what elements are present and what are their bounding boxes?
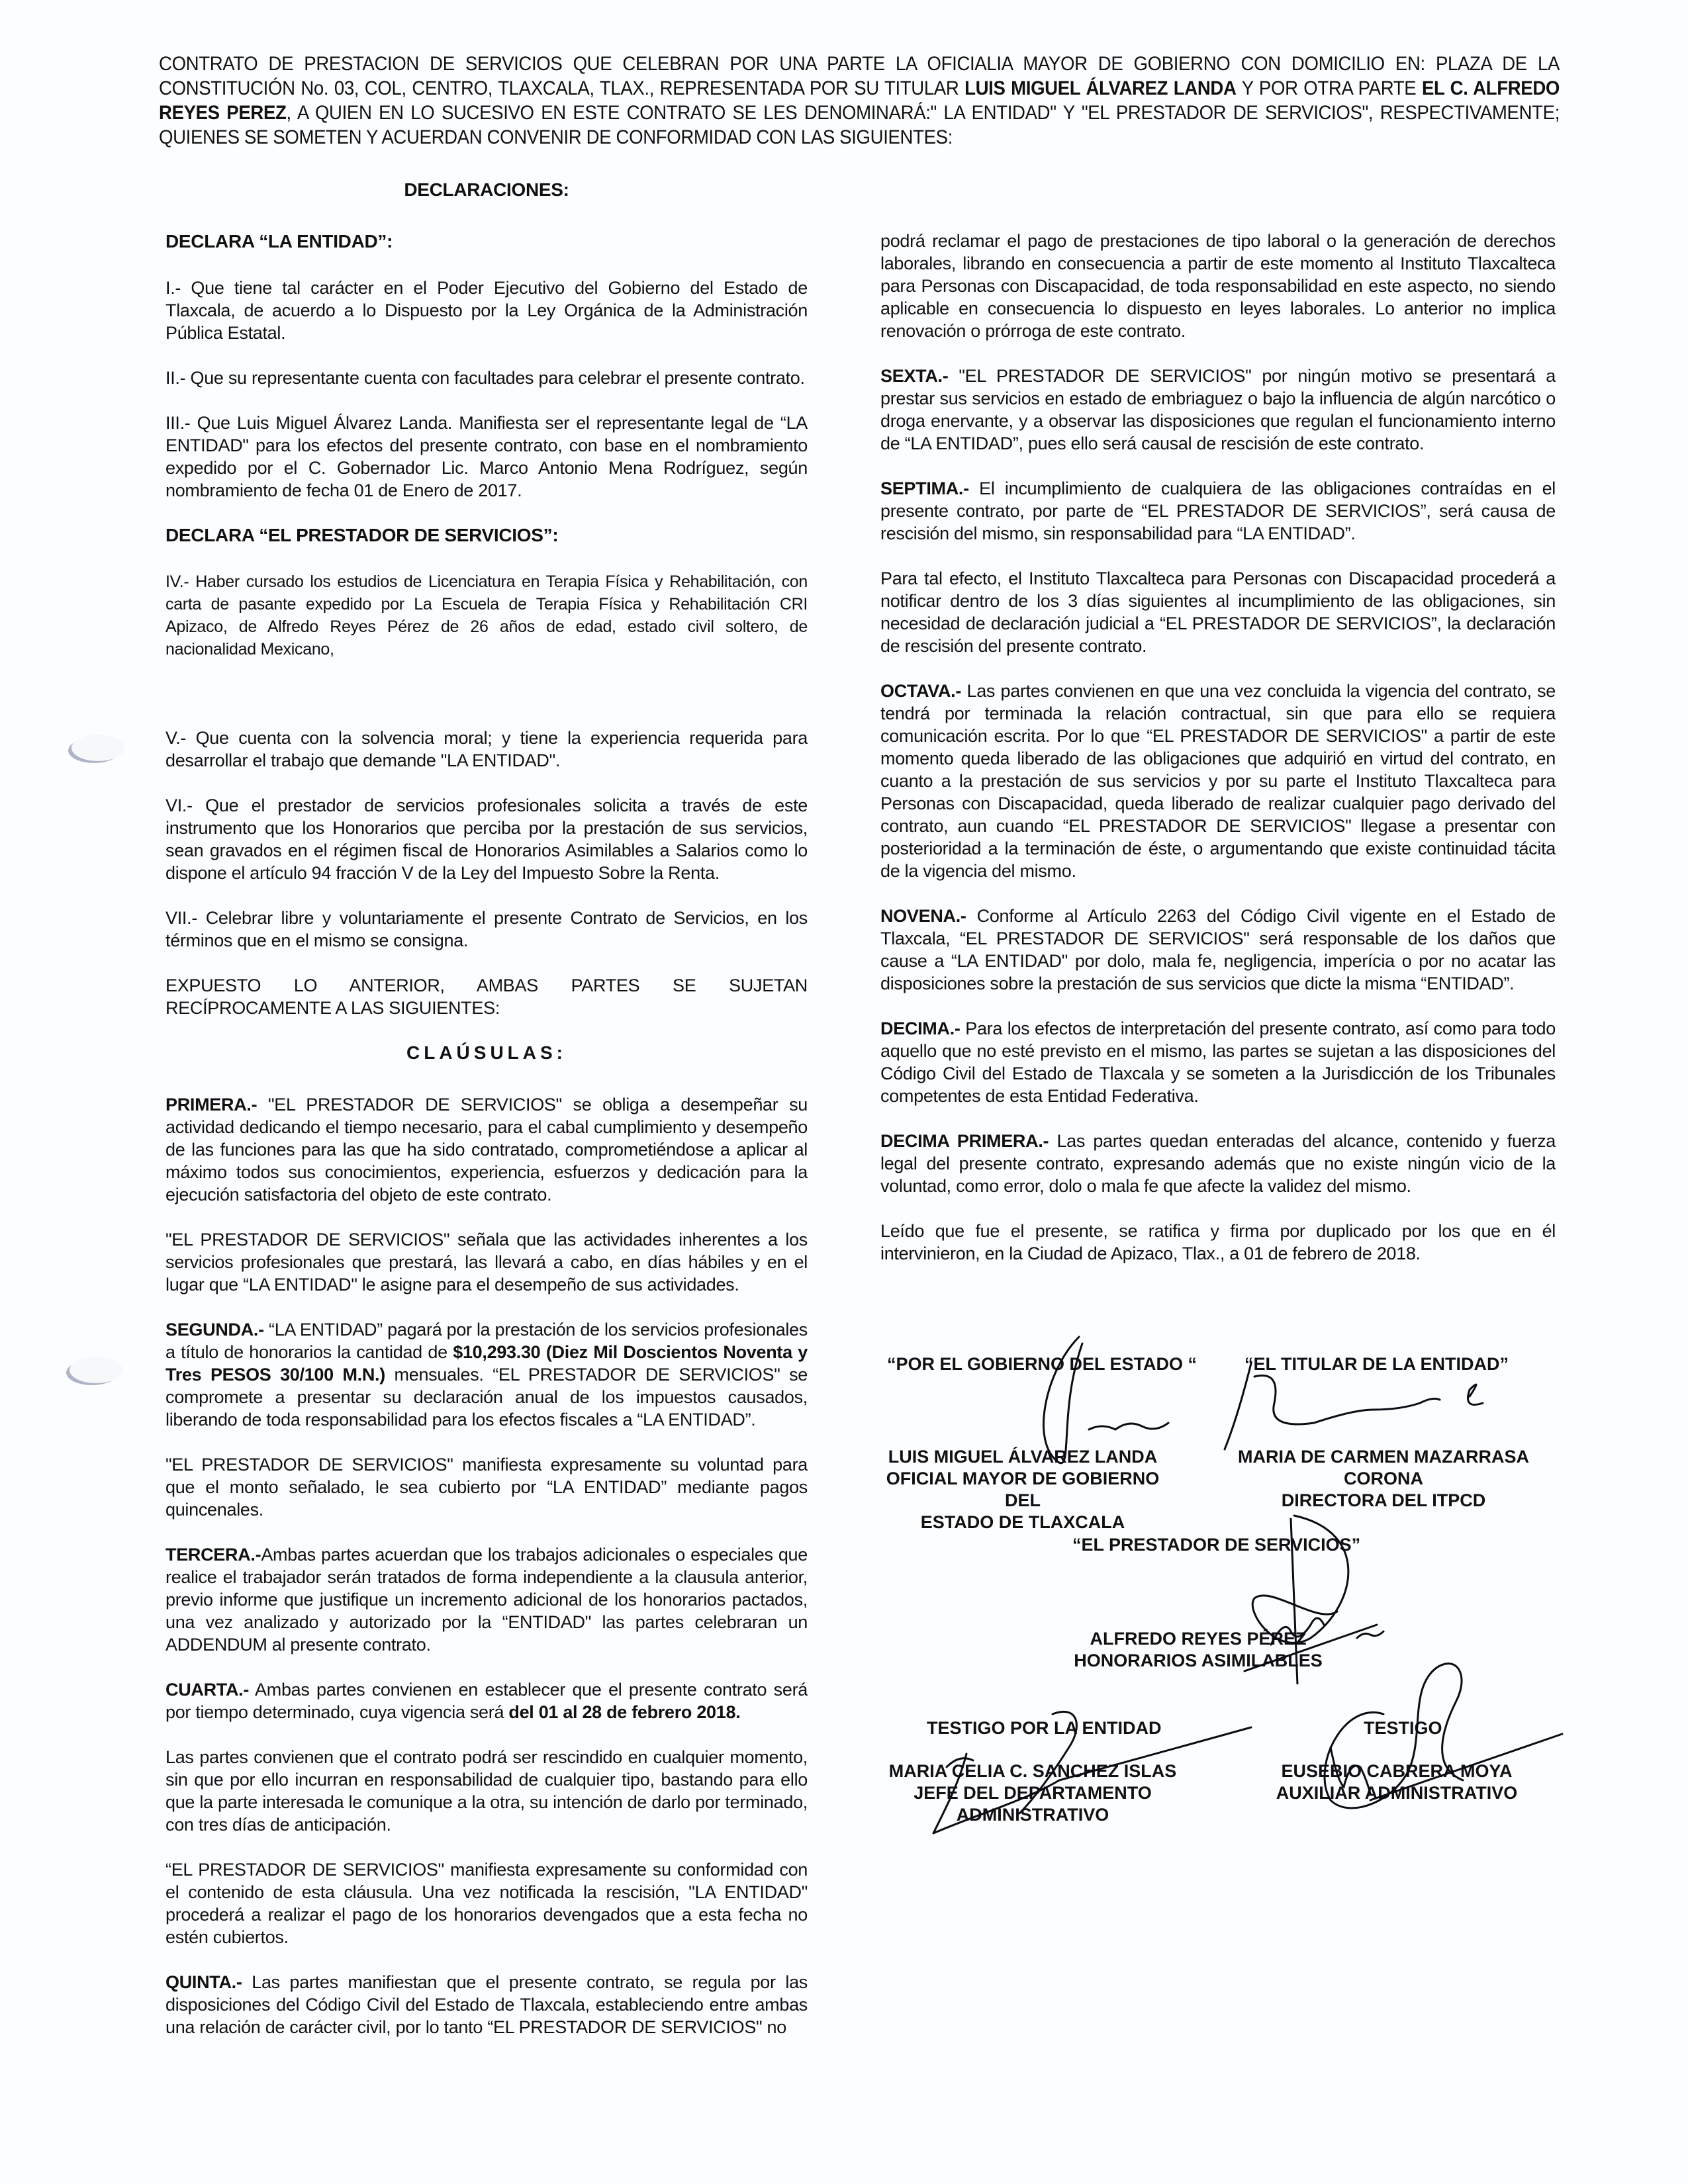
provider-name: EL C. ALFREDO REYES PEREZ xyxy=(159,77,1560,124)
left-column xyxy=(165,179,808,2061)
titular-signatory: MARIA DE CARMEN MAZARRASA CORONA DIRECTORA DEL ITPCD xyxy=(1238,1447,1529,1510)
fee-amount: $10,293.30 (Diez Mil Doscientos Noventa y Tres PESOS 30/100 M.N.) xyxy=(165,1342,808,1385)
testigo-label: TESTIGO xyxy=(1364,1718,1442,1738)
clause-segunda: SEGUNDA.- “LA ENTIDAD” pagará por la prestación de los servicios profesionales a título de honorarios la cantidad de $10,293.30 (Diez Mil Doscientos Noventa y Tres PESOS 30/100 M.N.) mensuales. “EL PRESTADOR DE SERVICIOS" se compromete a presentar su declaración anual de los impuestos causados, liberando de toda responsabilidad para los efectos fiscales a “LA ENTIDAD”. xyxy=(165,1320,808,1430)
clause-cuarta-c: “EL PRESTADOR DE SERVICIOS" manifiesta expresamente su conformidad con el contenido de esta cláusula. Una vez notificada la rescisión, "LA ENTIDAD" procederá a realizar el pago de los honorarios devengados que a esta fecha no estén cubiertos. xyxy=(165,1860,808,1947)
clause-segunda-b: "EL PRESTADOR DE SERVICIOS" manifiesta expresamente su voluntad para que el monto señalado, le sea cubierto por “LA ENTIDAD” mediante pagos quincenales. xyxy=(165,1455,808,1520)
clause-cuarta-b: Las partes convienen que el contrato podrá ser rescindido en cualquier momento, sin que por ello incurran en responsabilidad de cualquier tipo, bastando para ello que la parte interesada le comunique a la otra, su intención de darlo por terminado, con tres días de anticipación. xyxy=(165,1747,808,1835)
clausulas-title: CLAÚSULAS: xyxy=(406,1042,567,1063)
clause-septima-b: Para tal efecto, el Instituto Tlaxcalteca para Personas con Discapacidad procederá a notificar dentro de los 3 días siguientes al incumplimiento de las obligaciones, sin necesidad de declaración judicial a “EL PRESTADOR DE SERVICIOS”, la declaración de rescisión del presente contrato. xyxy=(880,569,1556,656)
punch-hole-icon xyxy=(70,1357,122,1383)
closing-paragraph: Leído que fue el presente, se ratifica y firma por duplicado por los que en él intervinieron, en la Ciudad de Apizaco, Tlax., a 01 de febrero de 2018. xyxy=(880,1221,1556,1263)
clause-primera: PRIMERA.- "EL PRESTADOR DE SERVICIOS" se obliga a desempeñar su actividad dedicando el tiempo necesario, para el cabal cumplimiento y desempeño de las funciones para las que ha sido contratado, comprometiéndose a aplicar al máximo todos sus conocimientos, experiencia, esfuerzos y dedicación para la ejecución satisfactoria del objeto de este contrato. xyxy=(165,1095,808,1205)
clause-decima: DECIMA.- Para los efectos de interpretación del presente contrato, así como para todo aquello que no esté previsto en el mismo, las partes se sujetan a las disposiciones del Código Civil del Estado de Tlaxcala y se someten a la Jurisdicción de los Tribunales competentes de esta Entidad Federativa. xyxy=(880,1019,1556,1106)
declaration-item: IV.- Haber cursado los estudios de Licenciatura en Terapia Física y Rehabilitación, con carta de pasante expedido por La Escuela de Terapia Física y Rehabilitación CRI Apizaco, de Alfredo Reyes Pérez de 26 años de edad, estado civil soltero, de nacionalidad Mexicano, xyxy=(165,572,808,659)
clause-tercera: TERCERA.-Ambas partes acuerdan que los trabajos adicionales o especiales que realice el trabajador serán tratados de forma independiente a la clausula anterior, previo informe que justifique un incremento adicional de los honorarios pactados, una vez analizado y autorizado por la “ENTIDAD" las partes celebraran un ADDENDUM al presente contrato. xyxy=(165,1545,808,1655)
declaration-item: I.- Que tiene tal carácter en el Poder Ejecutivo del Gobierno del Estado de Tlaxcala, de acuerdo a lo Dispuesto por la Ley Orgánica de la Administración Pública Estatal. xyxy=(165,278,808,343)
clause-decima-primera: DECIMA PRIMERA.- Las partes quedan enteradas del alcance, contenido y fuerza legal del presente contrato, expresando además que no existe ningún vicio de la voluntad, como error, dolo o mala fe que afecte la validez del mismo. xyxy=(880,1131,1556,1196)
clause-quinta-cont: podrá reclamar el pago de prestaciones de tipo laboral o la generación de derechos laborales, librando en consecuencia a partir de este momento al Instituto Tlaxcalteca para Personas con Discapacidad, de toda responsabilidad en este aspecto, no siendo aplicable en consecuencia lo dispuesto en leyes laborales. Lo anterior no implica renovación o prórroga de este contrato. xyxy=(880,231,1556,341)
contract-intro: CONTRATO DE PRESTACION DE SERVICIOS QUE CELEBRAN POR UNA PARTE LA OFICIALIA MAYOR DE GOBIERNO CON DOMICILIO EN: PLAZA DE LA CONSTITUCIÓN No. 03, COL, CENTRO, TLAXCALA, TLAX., REPRESENTADA POR SU TITULAR LUIS MIGUEL ÁLVAREZ LANDA Y POR OTRA PARTE EL C. ALFREDO REYES PEREZ, A QUIEN EN LO SUCESIVO EN ESTE CONTRATO SE LES DENOMINARÁ:" LA ENTIDAD" Y "EL PRESTADOR DE SERVICIOS", RESPECTIVAMENTE; QUIENES SE SOMETEN Y ACUERDAN CONVENIR DE CONFORMIDAD CON LAS SIGUIENTES: xyxy=(159,53,1560,148)
testigo-entidad-signatory: MARIA CELIA C. SANCHEZ ISLAS JEFE DEL DEPARTAMENTO ADMINISTRATIVO xyxy=(888,1761,1177,1825)
declaration-item: V.- Que cuenta con la solvencia moral; y tiene la experiencia requerida para desarrollar el trabajo que demande "LA ENTIDAD". xyxy=(165,728,808,770)
declaration-item: II.- Que su representante cuenta con facultades para celebrar el presente contrato. xyxy=(165,368,805,388)
gobierno-label: “POR EL GOBIERNO DEL ESTADO “ xyxy=(887,1354,1197,1374)
contract-term: del 01 al 28 de febrero 2018. xyxy=(508,1702,741,1722)
right-column xyxy=(880,230,1556,1287)
prestador-signatory: ALFREDO REYES PÉREZ HONORARIOS ASIMILABLES xyxy=(1074,1629,1323,1670)
clause-primera-b: "EL PRESTADOR DE SERVICIOS" señala que las actividades inherentes a los servicios profesionales que prestará, las llevará a cabo, en días hábiles y en el lugar que “LA ENTIDAD" le asigne para el desempeño de sus actividades. xyxy=(165,1230,808,1295)
declaration-item: III.- Que Luis Miguel Álvarez Landa. Manifiesta ser el representante legal de “LA ENTIDAD" para los efectos del presente contrato, con base en el nombramiento expedido por el C. Gobernador Lic. Marco Antonio Mena Rodríguez, según nombramiento de fecha 01 de Enero de 2017. xyxy=(165,413,808,500)
titular-label: “EL TITULAR DE LA ENTIDAD” xyxy=(1244,1354,1509,1374)
declaration-item: VI.- Que el prestador de servicios profesionales solicita a través de este instrumento que los Honorarios que perciba por la prestación de sus servicios, sean gravados en el régimen fiscal de Honorarios Asimilables a Salarios como lo dispone el artículo 94 fracción V de la Ley del Impuesto Sobre la Renta. xyxy=(165,796,808,883)
representative-name: LUIS MIGUEL ÁLVAREZ LANDA xyxy=(964,77,1237,99)
declaraciones-title: DECLARACIONES: xyxy=(404,179,569,200)
testigo-signatory: EUSEBIO CABRERA MOYA AUXILIAR ADMINISTRATIVO xyxy=(1276,1761,1518,1803)
expuesto-paragraph: EXPUESTO LO ANTERIOR, AMBAS PARTES SE SUJETAN RECÍPROCAMENTE A LAS SIGUIENTES: xyxy=(165,976,808,1018)
clause-sexta: SEXTA.- "EL PRESTADOR DE SERVICIOS" por ningún motivo se presentará a prestar sus servicios en estado de embriaguez o bajo la influencia de algún narcótico o droga enervante, y a observar las disposiciones que regulan el funcionamiento interno de “LA ENTIDAD”, pues ello será causal de rescisión de este contrato. xyxy=(880,366,1556,453)
gobierno-signatory: LUIS MIGUEL ÁLVAREZ LANDA OFICIAL MAYOR DE GOBIERNO DEL ESTADO DE TLAXCALA xyxy=(886,1447,1160,1532)
declara-prestador-heading: DECLARA “EL PRESTADOR DE SERVICIOS”: xyxy=(165,525,559,545)
clause-novena: NOVENA.- Conforme al Artículo 2263 del Código Civil vigente en el Estado de Tlaxcala, “EL PRESTADOR DE SERVICIOS" será responsable de los daños que cause a “LA ENTIDAD" por dolo, mala fe, negligencia, imperícia o por no acatar las disposiciones sobre la prestación de sus servicios que dicte la misma “ENTIDAD”. xyxy=(880,906,1556,993)
punch-hole-icon xyxy=(71,735,124,761)
declaration-item: VII.- Celebrar libre y voluntariamente el presente Contrato de Servicios, en los términos que en el mismo se consigna. xyxy=(165,908,808,950)
declara-entidad-heading: DECLARA “LA ENTIDAD”: xyxy=(165,231,393,251)
clause-octava: OCTAVA.- Las partes convienen en que una vez concluida la vigencia del contrato, se tendrá por terminada la relación contractual, sin que para ello se requiera comunicación escrita. Por lo que “EL PRESTADOR DE SERVICIOS" a partir de este momento queda liberado de las obligaciones que adquirió en virtud del contrato, en cuanto a la prestación de sus servicios y por su parte el Instituto Tlaxcalteca para Personas con Discapacidad, queda liberado de realizar cualquier pago derivado del contrato, aun cuando “EL PRESTADOR DE SERVICIOS" llegase a presentar con posterioridad a la terminación de éste, o argumentando que existe continuidad tácita de la vigencia del mismo. xyxy=(880,681,1556,881)
prestador-label: “EL PRESTADOR DE SERVICIOS” xyxy=(1072,1535,1361,1555)
clause-quinta: QUINTA.- Las partes manifiestan que el presente contrato, se regula por las disposiciones del Código Civil del Estado de Tlaxcala, estableciendo entre ambas una relación de carácter civil, por lo tanto “EL PRESTADOR DE SERVICIOS" no xyxy=(165,1972,808,2037)
testigo-entidad-label: TESTIGO POR LA ENTIDAD xyxy=(927,1718,1162,1738)
clause-cuarta: CUARTA.- Ambas partes convienen en establecer que el presente contrato será por tiempo determinado, cuya vigencia será del 01 al 28 de febrero 2018. xyxy=(165,1680,808,1722)
clause-septima: SEPTIMA.- El incumplimiento de cualquiera de las obligaciones contraídas en el presente contrato, por parte de “EL PRESTADOR DE SERVICIOS”, será causa de rescisión del mismo, sin responsabilidad para “LA ENTIDAD”. xyxy=(880,478,1556,543)
